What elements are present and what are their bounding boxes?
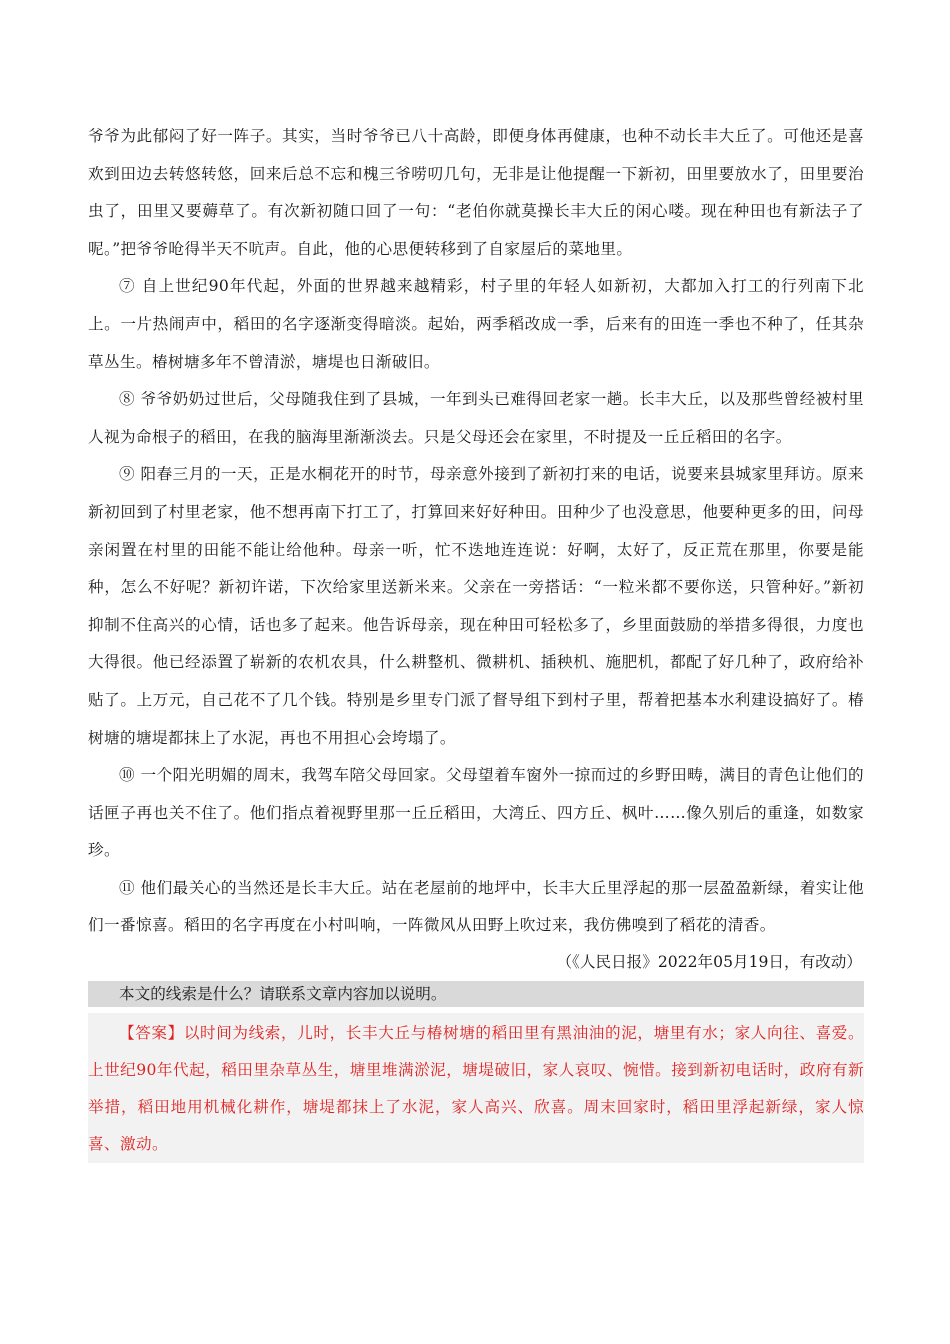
- answer-tag: 【答案】: [119, 1024, 184, 1043]
- paragraph-10: ⑩ 一个阳光明媚的周末，我驾车陪父母回家。父母望着车窗外一掠而过的乡野田畴，满目的青色让他们的话匣子再也关不住了。他们指点着视野里那一丘丘稻田，大湾丘、四方丘、枫叶……像久别后的重逢，如数家珍。: [88, 766, 864, 860]
- paragraph-0: 爷爷为此郁闷了好一阵子。其实，当时爷爷已八十高龄，即便身体再健康，也种不动长丰大丘了。可他还是喜欢到田边去转悠转悠，回来后总不忘和槐三爷唠叨几句，无非是让他提醒一下新初，田里要放水了，田里要治虫了，田里又要薅草了。有次新初随口回了一句：“老伯你就莫操长丰大丘的闲心喽。现在种田也有新法子了呢。”把爷爷呛得半天不吭声。自此，他的心思便转移到了自家屋后的菜地里。: [88, 127, 864, 258]
- paragraph-7: ⑦ 自上世纪90年代起，外面的世界越来越精彩，村子里的年轻人如新初，大都加入打工的行列南下北上。一片热闹声中，稻田的名字逐渐变得暗淡。起始，两季稻改成一季，后来有的田连一季也不种了，任其杂草丛生。椿树塘多年不曾清淤，塘堤也日渐破旧。: [88, 277, 864, 371]
- answer-text: 以时间为线索，儿时，长丰大丘与椿树塘的稻田里有黑油油的泥，塘里有水；家人向往、喜爱。上世纪90年代起，稻田里杂草丛生，塘里堆满淤泥，塘堤破旧，家人哀叹、惋惜。接到新初电话时，政府有新举措，稻田地用机械化耕作，塘堤都抹上了水泥，家人高兴、欣喜。周末回家时，稻田里浮起新绿，家人惊喜、激动。: [88, 1024, 864, 1154]
- question-box: [88, 981, 864, 1007]
- answer-box: [88, 1013, 864, 1163]
- document-page: [88, 118, 864, 1163]
- paragraph-9: ⑨ 阳春三月的一天，正是水桐花开的时节，母亲意外接到了新初打来的电话，说要来县城家里拜访。原来新初回到了村里老家，他不想再南下打工了，打算回来好好种田。田种少了也没意思，他要种更多的田，问母亲闲置在村里的田能不能让给他种。母亲一听，忙不迭地连连说：好啊，太好了，反正荒在那里，你要是能种，怎么不好呢？新初许诺，下次给家里送新米来。父亲在一旁搭话：“一粒米都不要你送，只管种好。”新初抑制不住高兴的心情，话也多了起来。他告诉母亲，现在种田可轻松多了，乡里面鼓励的举措多得很，力度也大得很。他已经添置了崭新的农机农具，什么耕整机、微耕机、插秧机、施肥机，都配了好几种了，政府给补贴了。上万元，自己花不了几个钱。特别是乡里专门派了督导组下到村子里，帮着把基本水利建设搞好了。椿树塘的塘堤都抹上了水泥，再也不用担心会垮塌了。: [88, 465, 864, 747]
- source-citation: （《人民日报》2022年05月19日，有改动）: [556, 953, 862, 972]
- question-text: 本文的线索是什么？请联系文章内容加以说明。: [119, 985, 447, 1004]
- paragraph-8: ⑧ 爷爷奶奶过世后，父母随我住到了县城，一年到头已难得回老家一趟。长丰大丘，以及那些曾经被村里人视为命根子的稻田，在我的脑海里渐渐淡去。只是父母还会在家里，不时提及一丘丘稻田的名字。: [88, 390, 864, 446]
- paragraph-11: ⑪ 他们最关心的当然还是长丰大丘。站在老屋前的地坪中，长丰大丘里浮起的那一层盈盈新绿，着实让他们一番惊喜。稻田的名字再度在小村叫响，一阵微风从田野上吹过来，我仿佛嗅到了稻花的清香。: [88, 878, 864, 935]
